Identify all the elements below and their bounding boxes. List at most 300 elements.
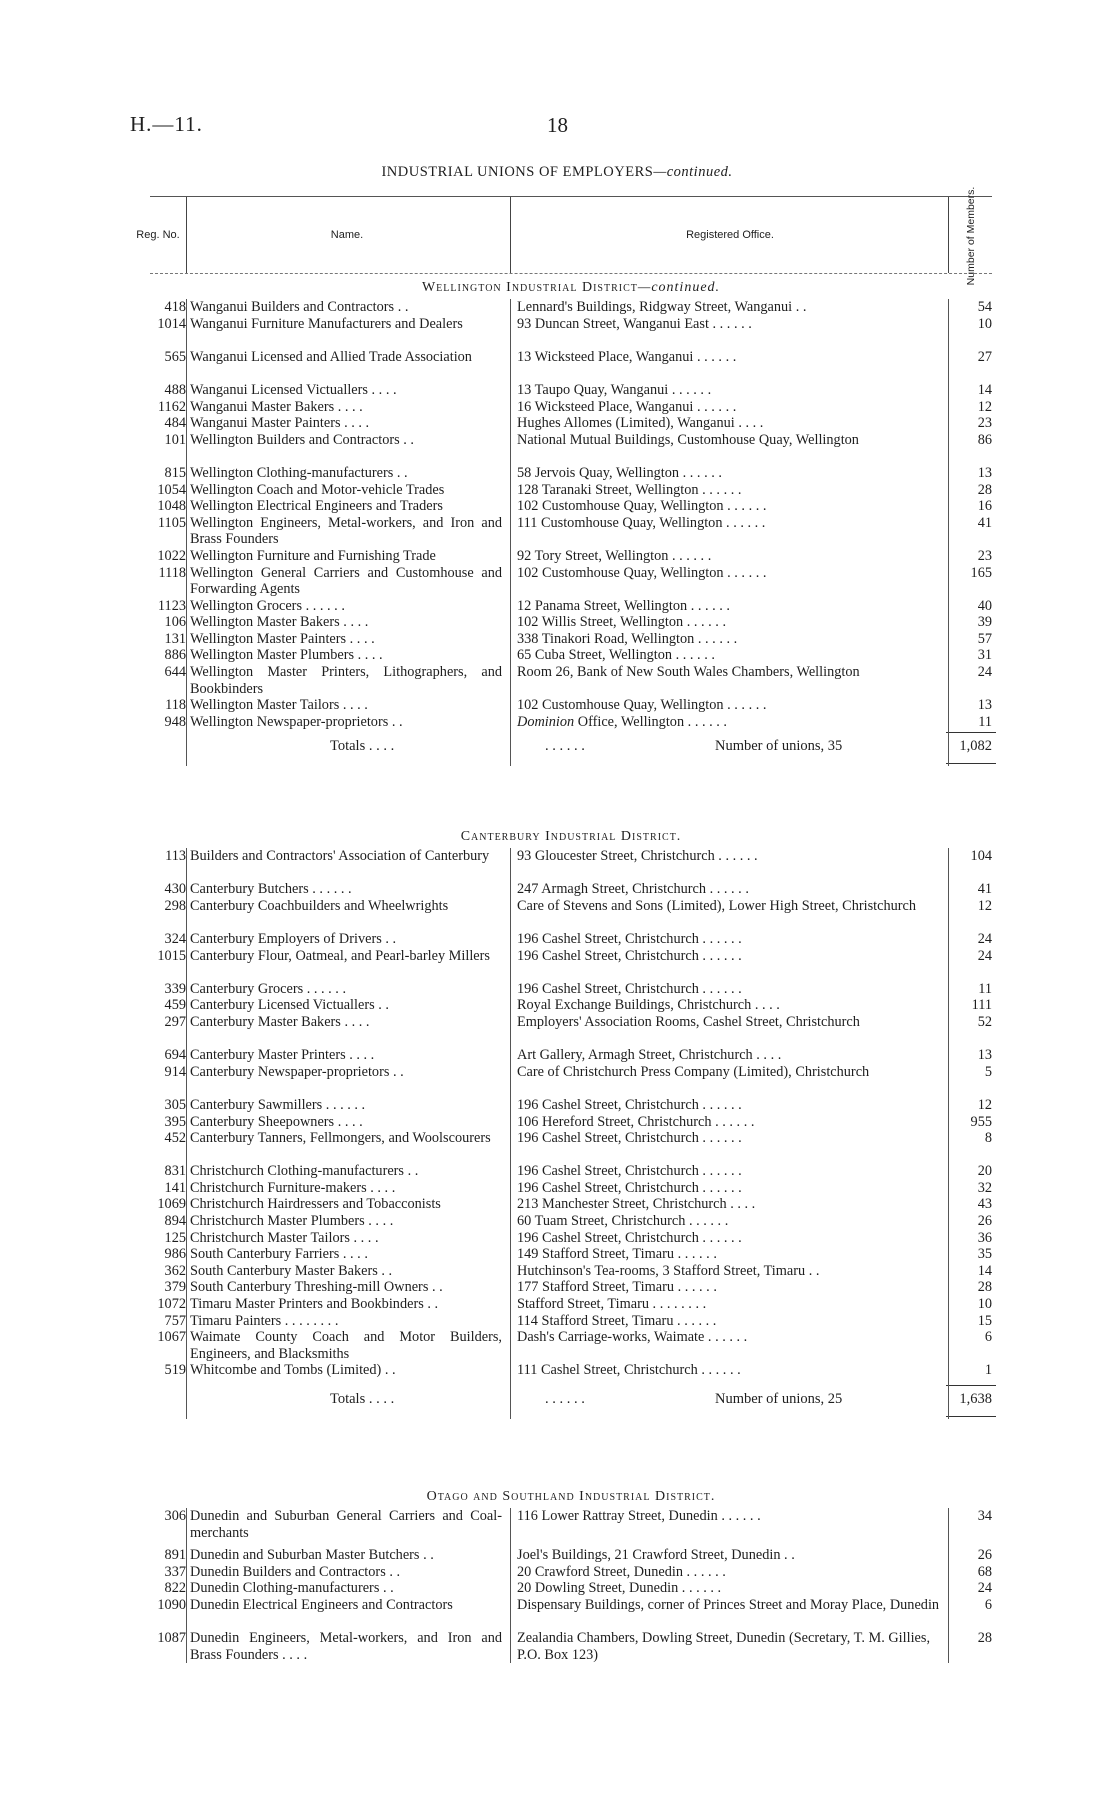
union-name: Dunedin Electrical Engineers and Contractors [190,1596,453,1613]
table-row [150,1230,992,1247]
table-header [136,186,992,286]
member-count: 52 [977,1013,992,1030]
reg-number: 886 [164,647,186,664]
registered-office [517,1213,947,1230]
total-box [946,1385,996,1417]
member-count: 11 [978,713,992,730]
table-row [150,415,992,432]
totals-leader: . . . . . . [545,1391,585,1407]
number-of-unions: Number of unions, 35 [715,738,843,755]
union-name: Dunedin Engineers, Metal-workers, and Iron and Brass Founders . . . . [190,1630,502,1663]
registered-office [517,598,947,615]
column-divider [186,1508,187,1663]
office-text: 177 Stafford Street, Timaru . . . . . . [517,1279,717,1296]
union-name: Canterbury Flour, Oatmeal, and Pearl-barley Millers [190,947,490,964]
office-text: 65 Cuba Street, Wellington . . . . . . [517,647,715,664]
office-text: Dash's Carriage-works, Waimate . . . . . . [517,1329,748,1346]
office-text: 20 Dowling Street, Dunedin . . . . . . [517,1580,722,1597]
reg-number: 565 [164,348,186,365]
office-text: 338 Tinakori Road, Wellington . . . . . . [517,630,738,647]
registered-office [517,1196,947,1213]
reg-number: 914 [164,1063,186,1080]
union-name: Wellington Master Tailors . . . . [190,697,368,714]
registered-office [517,1580,947,1597]
member-count: 23 [977,547,992,564]
section-heading: Canterbury Industrial District. [460,829,682,844]
union-name: Canterbury Master Printers . . . . [190,1047,375,1064]
union-name: Canterbury Newspaper-proprietors . . [190,1063,404,1080]
table-row [150,1547,992,1564]
office-text: 114 Stafford Street, Timaru . . . . . . [517,1312,717,1329]
union-list [150,1508,992,1663]
table-row [150,1246,992,1263]
reg-number: 894 [164,1213,186,1230]
reg-number: 1014 [157,315,186,332]
union-name: Christchurch Hairdressers and Tobacconists [190,1196,441,1213]
office-text: Stafford Street, Timaru . . . . . . . . [517,1296,707,1313]
registered-office [517,432,947,449]
reg-number: 1105 [157,514,186,531]
office-text: 13 Wicksteed Place, Wanganui . . . . . . [517,348,737,365]
totals-row [150,730,992,766]
reg-number: 339 [164,980,186,997]
office-text: Hughes Allomes (Limited), Wanganui . . . . [517,415,764,432]
member-count: 28 [977,481,992,498]
member-count: 68 [977,1563,992,1580]
member-count: 12 [977,1096,992,1113]
column-divider [948,299,949,766]
member-count: 41 [977,881,992,898]
office-text: 20 Crawford Street, Dunedin . . . . . . [517,1563,726,1580]
member-count: 26 [977,1213,992,1230]
reg-number: 106 [164,614,186,631]
table-row [150,382,992,399]
reg-number: 1090 [157,1596,186,1613]
table-row [150,349,992,382]
table-row [150,1564,992,1581]
table-row [150,697,992,714]
table-row [150,997,992,1014]
union-name: Canterbury Master Bakers . . . . [190,1013,370,1030]
member-count: 27 [977,348,992,365]
registered-office [517,1597,947,1614]
registered-office [517,1564,947,1581]
table-row [150,631,992,648]
registered-office [517,931,947,948]
member-count: 14 [977,381,992,398]
reg-number: 484 [164,415,186,432]
union-name: Christchurch Furniture-makers . . . . [190,1179,396,1196]
registered-office [517,382,947,399]
table-row [150,981,992,998]
office-text: Art Gallery, Armagh Street, Christchurch . . . . [517,1047,782,1064]
column-divider [948,848,949,1419]
registered-office [517,1263,947,1280]
office-text: 196 Cashel Street, Christchurch . . . . . . [517,1163,742,1180]
registered-office [517,1014,947,1031]
table-row [150,1263,992,1280]
member-count: 14 [977,1262,992,1279]
registered-office [517,714,947,731]
table-row [150,848,992,881]
registered-office [517,697,947,714]
reg-number: 430 [164,881,186,898]
union-name: Canterbury Sawmillers . . . . . . [190,1096,366,1113]
reg-number: 113 [165,848,186,864]
office-text: Joel's Buildings, 21 Crawford Street, Dunedin . . [517,1547,795,1564]
union-name: Canterbury Tanners, Fellmongers, and Woolscourers [190,1130,491,1147]
registered-office [517,614,947,631]
registered-office [517,848,947,865]
registered-office [517,1130,947,1147]
office-text: 196 Cashel Street, Christchurch . . . . . . [517,947,742,964]
office-text: Employers' Association Rooms, Cashel Street, Christchurch [517,1013,860,1030]
registered-office [517,415,947,432]
reg-number: 1162 [157,398,186,415]
registered-office [517,349,947,366]
header-members: Number of Members. [965,186,977,286]
registered-office [517,1279,947,1296]
registered-office [517,1246,947,1263]
union-name: Wanganui Licensed and Allied Trade Association [190,348,472,365]
canterbury-section [150,826,992,1419]
member-count: 28 [977,1630,992,1647]
reg-number: 831 [164,1163,186,1180]
office-text: 247 Armagh Street, Christchurch . . . . . . [517,881,749,898]
union-name: South Canterbury Farriers . . . . [190,1246,368,1263]
section-heading: Otago and Southland Industrial District. [426,1489,716,1504]
reg-number: 131 [164,630,186,647]
union-name: Wellington Furniture and Furnishing Trade [190,547,436,564]
office-text: 102 Willis Street, Wellington . . . . . . [517,614,727,631]
union-name: Wellington Grocers . . . . . . [190,597,345,614]
registered-office [517,1230,947,1247]
member-count: 40 [977,597,992,614]
reg-number: 305 [164,1096,186,1113]
reg-number: 298 [164,897,186,914]
header-divider [186,197,187,273]
table-row [150,948,992,981]
office-text: Room 26, Bank of New South Wales Chambers, Wellington [517,664,860,681]
column-divider [510,1508,511,1663]
table-row [150,399,992,416]
member-count: 86 [977,431,992,448]
registered-office [517,631,947,648]
member-count: 955 [970,1113,992,1130]
office-italic: Dominion [517,713,575,730]
reg-number: 418 [164,299,186,315]
table-row [150,1296,992,1313]
member-count: 5 [984,1063,992,1080]
registered-office [517,647,947,664]
registered-office [517,299,947,316]
office-text: Zealandia Chambers, Dowling Street, Dunedin (Secretary, T. M. Gillies, P.O. Box 123) [517,1630,931,1663]
union-name: Timaru Master Printers and Bookbinders . . [190,1296,439,1313]
table-row [150,465,992,482]
registered-office [517,1097,947,1114]
union-name: Dunedin and Suburban Master Butchers . . [190,1547,434,1564]
table-row [150,1163,992,1180]
reg-number: 1087 [157,1630,186,1647]
member-count: 13 [977,1047,992,1064]
office-text: Office, Wellington . . . . . . [574,713,727,730]
member-count: 24 [977,930,992,947]
table-row [150,881,992,898]
registered-office [517,565,947,582]
registered-office [517,316,947,333]
member-count: 43 [977,1196,992,1213]
member-count: 24 [977,1580,992,1597]
reg-number: 948 [164,713,186,730]
member-count: 36 [977,1229,992,1246]
union-name: Wanganui Master Bakers . . . . [190,398,363,415]
union-name: Canterbury Sheepowners . . . . [190,1113,363,1130]
registered-office [517,1163,947,1180]
union-name: Christchurch Master Plumbers . . . . [190,1213,394,1230]
union-name: Canterbury Butchers . . . . . . [190,881,352,898]
member-count: 35 [977,1246,992,1263]
office-text: Lennard's Buildings, Ridgway Street, Wanganui . . [517,299,807,315]
union-name: Canterbury Employers of Drivers . . [190,930,397,947]
member-count: 39 [977,614,992,631]
member-count: 54 [977,299,992,315]
office-text: 111 Customhouse Quay, Wellington . . . . . . [517,514,766,531]
table-row [150,1097,992,1114]
page-title: INDUSTRIAL UNIONS OF EMPLOYERS—continued. [381,164,733,180]
table-row [150,498,992,515]
office-text: 13 Taupo Quay, Wanganui . . . . . . [517,381,712,398]
registered-office [517,1047,947,1064]
member-count: 13 [977,464,992,481]
member-count: 20 [977,1163,992,1180]
office-text: 93 Gloucester Street, Christchurch . . . . . . [517,848,758,864]
table-row [150,1329,992,1362]
union-name: Canterbury Licensed Victuallers . . [190,997,389,1014]
office-text: 102 Customhouse Quay, Wellington . . . . . . [517,564,767,581]
report-reference: H.—11. [130,112,203,136]
union-name: Wellington Builders and Contractors . . [190,431,414,448]
table-row [150,1597,992,1630]
union-name: Wellington Master Painters . . . . [190,630,375,647]
table-row [150,647,992,664]
union-name: Wellington Coach and Motor-vehicle Trades [190,481,445,498]
reg-number: 337 [164,1563,186,1580]
table-row [150,299,992,316]
union-name: South Canterbury Master Bakers . . [190,1262,393,1279]
registered-office [517,1064,947,1081]
union-name: Canterbury Grocers . . . . . . [190,980,347,997]
union-name: Wanganui Licensed Victuallers . . . . [190,381,397,398]
reg-number: 362 [164,1262,186,1279]
union-name: Canterbury Coachbuilders and Wheelwrights [190,897,449,914]
office-text: Care of Stevens and Sons (Limited), Lower High Street, Christchurch [517,897,917,914]
reg-number: 694 [164,1047,186,1064]
union-name: Wanganui Master Painters . . . . [190,415,370,432]
table-row [150,482,992,499]
header-name: Name. [330,229,364,241]
reg-number: 1067 [157,1329,186,1346]
registered-office [517,981,947,998]
registered-office [517,898,947,915]
union-name: Dunedin and Suburban General Carriers and Coal-merchants [190,1508,502,1541]
union-name: Christchurch Master Tailors . . . . [190,1229,379,1246]
wellington-section [150,277,992,766]
union-name: Wellington Newspaper-proprietors . . [190,713,403,730]
office-text: 102 Customhouse Quay, Wellington . . . . . . [517,498,767,515]
union-name: Dunedin Builders and Contractors . . [190,1563,401,1580]
office-text: 213 Manchester Street, Christchurch . . . . [517,1196,756,1213]
reg-number: 306 [164,1508,186,1524]
table-row [150,515,992,548]
member-count: 1 [984,1362,992,1379]
union-name: South Canterbury Threshing-mill Owners . . [190,1279,443,1296]
member-count: 23 [977,415,992,432]
member-count: 26 [977,1547,992,1564]
union-name: Wellington Master Printers, Lithographers, and Bookbinders [190,664,502,697]
reg-number: 1054 [157,481,186,498]
member-count: 12 [977,398,992,415]
reg-number: 1069 [157,1196,186,1213]
union-name: Wellington General Carriers and Customhouse and Forwarding Agents [190,564,502,598]
total-members: 1,638 [959,1391,992,1407]
table-row [150,548,992,565]
office-text: 58 Jervois Quay, Wellington . . . . . . [517,464,722,481]
office-text: 16 Wicksteed Place, Wanganui . . . . . . [517,398,737,415]
table-row [150,1014,992,1047]
reg-number: 297 [164,1013,186,1030]
union-name: Timaru Painters . . . . . . . . [190,1312,339,1329]
totals-label: Totals . . . . [330,1391,395,1407]
table-row [150,931,992,948]
reg-number: 644 [164,664,186,681]
member-count: 16 [977,498,992,515]
union-name: Wellington Engineers, Metal-workers, and Iron and Brass Founders [190,514,502,548]
page-number: 18 [547,113,568,137]
office-text: Hutchinson's Tea-rooms, 3 Stafford Street, Timaru . . [517,1262,820,1279]
registered-office [517,1547,947,1564]
table-row [150,1064,992,1097]
member-count: 57 [977,630,992,647]
member-count: 31 [977,647,992,664]
column-divider [186,848,187,1419]
reg-number: 1048 [157,498,186,515]
reg-number: 459 [164,997,186,1014]
registered-office [517,1329,947,1346]
union-name: Dunedin Clothing-manufacturers . . [190,1580,394,1597]
member-count: 12 [977,897,992,914]
registered-office [517,1362,947,1379]
office-text: Royal Exchange Buildings, Christchurch . . . . [517,997,780,1014]
reg-number: 125 [164,1229,186,1246]
office-text: 196 Cashel Street, Christchurch . . . . . . [517,1179,742,1196]
office-text: 196 Cashel Street, Christchurch . . . . . . [517,1229,742,1246]
totals-row [150,1383,992,1419]
table-row [150,614,992,631]
office-text: 196 Cashel Street, Christchurch . . . . . . [517,1096,742,1113]
registered-office [517,1296,947,1313]
registered-office [517,881,947,898]
union-name: Wellington Master Bakers . . . . [190,614,369,631]
member-count: 104 [970,848,992,864]
registered-office [517,465,947,482]
union-name: Christchurch Clothing-manufacturers . . [190,1163,419,1180]
reg-number: 141 [164,1179,186,1196]
reg-number: 379 [164,1279,186,1296]
reg-number: 822 [164,1580,186,1597]
table-row [150,1279,992,1296]
section-heading: Wellington Industrial District—continued. [421,280,721,295]
header-divider [510,197,511,273]
union-name: Wellington Electrical Engineers and Traders [190,498,443,515]
union-name: Wellington Master Plumbers . . . . [190,647,383,664]
registered-office [517,1508,947,1525]
union-name: Wellington Clothing-manufacturers . . [190,464,408,481]
office-text: 12 Panama Street, Wellington . . . . . . [517,597,731,614]
totals-leader: . . . . . . [545,738,585,755]
totals-label: Totals . . . . [330,738,395,755]
registered-office [517,1313,947,1330]
union-name: Waimate County Coach and Motor Builders, Engineers, and Blacksmiths [190,1329,502,1362]
office-text: 93 Duncan Street, Wanganui East . . . . . . [517,315,752,332]
reg-number: 519 [164,1362,186,1379]
table-row [150,1047,992,1064]
office-text: 128 Taranaki Street, Wellington . . . . . . [517,481,742,498]
member-count: 24 [977,947,992,964]
member-count: 32 [977,1179,992,1196]
union-list [150,299,992,730]
union-name: Whitcombe and Tombs (Limited) . . [190,1362,396,1379]
total-members: 1,082 [959,738,992,755]
member-count: 6 [984,1329,992,1346]
reg-number: 118 [165,697,186,714]
member-count: 28 [977,1279,992,1296]
member-count: 13 [977,697,992,714]
office-text: 111 Cashel Street, Christchurch . . . . . . [517,1362,741,1379]
registered-office [517,1630,947,1663]
table-row [150,1313,992,1330]
total-box [946,732,996,764]
table-row [150,316,992,349]
office-text: Dispensary Buildings, corner of Princes Street and Moray Place, Dunedin [517,1596,940,1613]
column-divider [186,299,187,766]
column-divider [510,299,511,766]
column-divider [948,1508,949,1663]
registered-office [517,515,947,532]
office-text: 196 Cashel Street, Christchurch . . . . . . [517,980,742,997]
table-row [150,1130,992,1163]
office-text: Care of Christchurch Press Company (Limited), Christchurch [517,1063,870,1080]
table-row [150,1114,992,1131]
office-text: 196 Cashel Street, Christchurch . . . . . . [517,930,742,947]
reg-number: 815 [164,464,186,481]
header-registered-office: Registered Office. [686,229,774,241]
office-text: 106 Hereford Street, Christchurch . . . . . . [517,1113,755,1130]
member-count: 6 [984,1596,992,1613]
table-row [150,1196,992,1213]
office-text: 102 Customhouse Quay, Wellington . . . . . . [517,697,767,714]
table-row [150,664,992,697]
office-text: 116 Lower Rattray Street, Dunedin . . . . . . [517,1508,761,1524]
reg-number: 395 [164,1113,186,1130]
table-row [150,1508,992,1547]
otago-southland-section [150,1486,992,1663]
member-count: 10 [977,1296,992,1313]
table-row [150,1213,992,1230]
union-name: Wanganui Builders and Contractors . . [190,299,409,315]
reg-number: 101 [164,431,186,448]
member-count: 111 [971,997,992,1014]
registered-office [517,948,947,965]
